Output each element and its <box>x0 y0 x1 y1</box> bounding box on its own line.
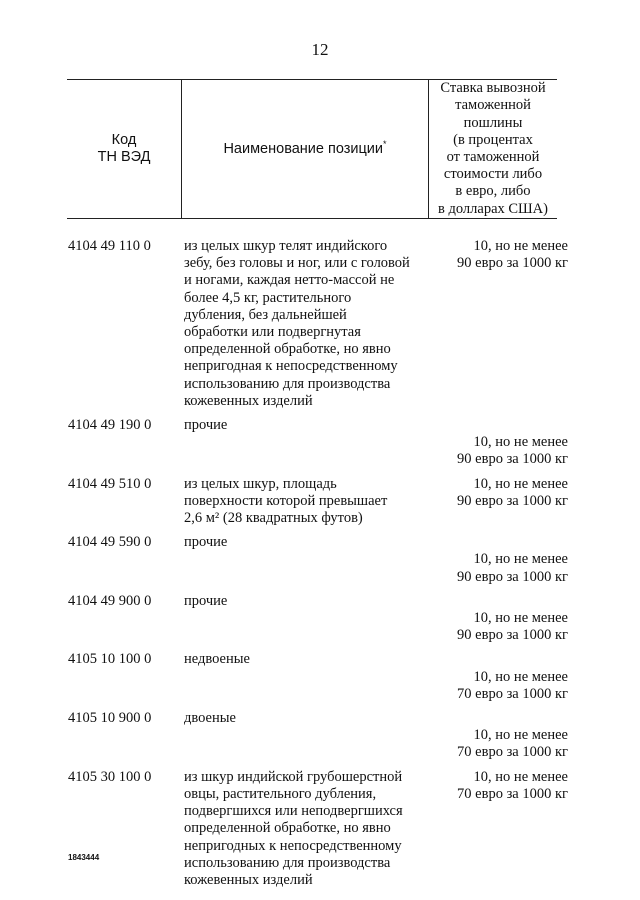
duty-rate-line <box>422 534 568 551</box>
position-name <box>184 238 422 410</box>
header-rate <box>429 80 557 218</box>
header-name-text: Наименование позиции <box>223 140 384 157</box>
position-name-line: прочие <box>184 592 228 609</box>
header-code-line: Код <box>111 132 137 148</box>
footnote-mark: * <box>383 138 387 149</box>
header-rate-line: (в процентах <box>453 131 533 148</box>
duty-rate-line: 90 евро за 1000 кг <box>457 255 568 272</box>
duty-rate-line <box>422 593 568 610</box>
header-code-line: ТН ВЭД <box>97 149 151 165</box>
header-code <box>67 80 181 218</box>
tariff-code: 4104 49 190 0 <box>68 417 152 434</box>
duty-rate-line: 90 евро за 1000 кг <box>457 627 568 644</box>
duty-rate-line <box>422 417 568 434</box>
position-name-line: использованию для производства <box>184 375 391 392</box>
position-name-line: непригодных к непосредственному <box>184 837 402 854</box>
position-name-line: из целых шкур телят индийского <box>184 238 388 254</box>
tariff-code: 4104 49 110 0 <box>68 238 151 254</box>
duty-rate-line: 70 евро за 1000 кг <box>457 744 568 761</box>
position-name-line: непригодная к непосредственному <box>184 358 398 375</box>
duty-rate-line: 90 евро за 1000 кг <box>457 451 568 468</box>
duty-rate <box>422 651 568 703</box>
duty-rate-line: 70 евро за 1000 кг <box>457 785 568 802</box>
position-name-line: и ногами, каждая нетто-массой не <box>184 272 395 289</box>
tariff-code: 4104 49 590 0 <box>68 534 152 551</box>
table-row <box>68 651 568 703</box>
header-rate-line: стоимости либо <box>443 166 543 183</box>
document-id: 1843444 <box>68 853 100 862</box>
duty-rate <box>422 417 568 469</box>
duty-rate-line: 90 евро за 1000 кг <box>457 568 568 585</box>
duty-rate-line: 10, но не менее <box>473 551 568 568</box>
table-body <box>68 238 568 896</box>
duty-rate-line: 10, но не менее <box>473 434 568 451</box>
header-rate-line: Ставка вывозной <box>440 80 546 97</box>
position-name-line: кожевенных изделий <box>184 871 313 888</box>
position-name-line: определенной обработке, но явно <box>184 820 391 837</box>
header-rate-line: от таможенной <box>446 149 540 165</box>
position-name-line: обработки или подвергнутая <box>184 324 361 341</box>
table-row <box>68 238 568 410</box>
position-name-line: поверхности которой превышает <box>184 492 388 509</box>
position-name-line: из шкур индийской грубошерстной <box>184 768 403 785</box>
position-name-line: зебу, без головы и ног, или с головой <box>184 255 410 272</box>
duty-rate-line: 10, но не менее <box>473 768 568 785</box>
duty-rate-line: 10, но не менее <box>473 475 568 492</box>
duty-rate <box>422 710 568 762</box>
page-number: 12 <box>311 40 329 59</box>
position-name-line: использованию для производства <box>184 854 391 871</box>
table-row <box>68 476 568 528</box>
position-name-line: недвоеные <box>184 651 250 668</box>
position-name-line: двоеные <box>184 710 236 727</box>
table-row <box>68 593 568 645</box>
position-name <box>184 417 422 469</box>
position-name-line: прочие <box>184 417 228 434</box>
position-name <box>184 534 422 586</box>
position-name <box>184 593 422 645</box>
duty-rate-line: 10, но не менее <box>473 610 568 627</box>
duty-rate-line: 90 евро за 1000 кг <box>457 492 568 509</box>
duty-rate-line: 70 евро за 1000 кг <box>457 685 568 702</box>
position-name <box>184 476 422 528</box>
table-header <box>67 79 557 219</box>
duty-rate <box>422 593 568 645</box>
position-name-line: овцы, растительного дубления, <box>184 785 377 802</box>
position-name-line: кожевенных изделий <box>184 392 313 409</box>
header-rate-line: таможенной <box>455 97 531 114</box>
tariff-code: 4104 49 510 0 <box>68 475 152 492</box>
position-name-line: подвергшихся или неподвергшихся <box>184 803 403 820</box>
position-name <box>184 769 422 889</box>
table-row <box>68 417 568 469</box>
tariff-code: 4105 10 100 0 <box>68 651 152 668</box>
position-name-line: определенной обработке, но явно <box>184 341 391 358</box>
duty-rate <box>422 534 568 586</box>
tariff-code: 4105 30 100 0 <box>68 768 152 785</box>
table-row <box>68 710 568 762</box>
duty-rate-line: 10, но не менее <box>473 727 568 744</box>
position-name <box>184 710 422 762</box>
position-name-line: прочие <box>184 534 228 551</box>
table-row <box>68 534 568 586</box>
header-rate-line: в евро, либо <box>455 183 531 200</box>
position-name-line: из целых шкур, площадь <box>184 475 337 492</box>
header-rate-line: в долларах США) <box>438 200 548 217</box>
duty-rate-line <box>422 651 568 668</box>
duty-rate <box>422 769 568 889</box>
header-rate-line: пошлины <box>463 114 523 131</box>
table-row <box>68 769 568 889</box>
duty-rate <box>422 238 568 410</box>
position-name <box>184 651 422 703</box>
duty-rate <box>422 476 568 528</box>
tariff-code: 4104 49 900 0 <box>68 592 152 609</box>
position-name-line: более 4,5 кг, растительного <box>184 289 352 306</box>
duty-rate-line: 10, но не менее <box>473 668 568 685</box>
position-name-line: дубления, без дальнейшей <box>184 306 347 323</box>
position-name-line: 2,6 м² (28 квадратных футов) <box>184 510 363 527</box>
tariff-code: 4105 10 900 0 <box>68 710 152 727</box>
header-name <box>182 80 428 218</box>
duty-rate-line: 10, но не менее <box>473 238 568 254</box>
duty-rate-line <box>422 710 568 727</box>
